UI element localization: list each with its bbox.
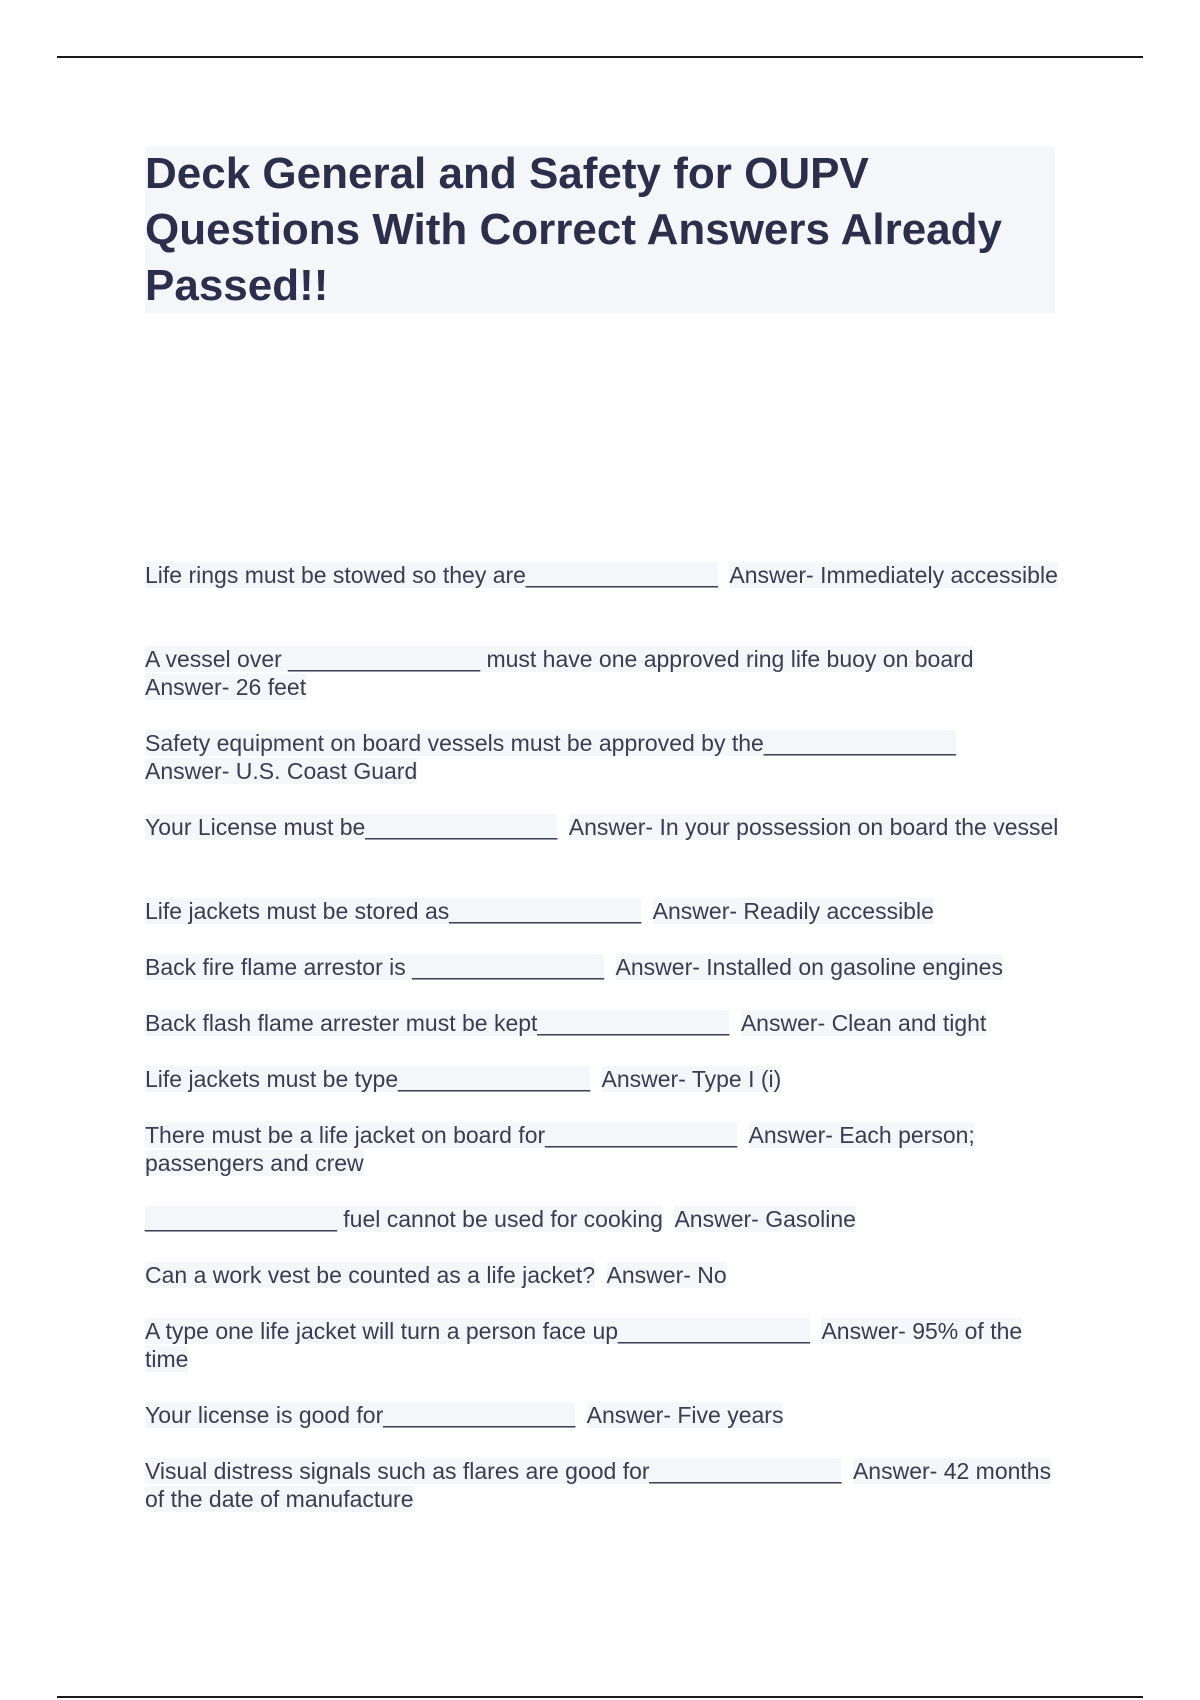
question-text: Can a work vest be counted as a life jacket?	[145, 1262, 596, 1288]
question-text: A type one life jacket will turn a person face up_______________	[145, 1318, 810, 1344]
top-rule	[57, 56, 1143, 58]
qa-item	[145, 953, 1060, 981]
qa-item	[145, 561, 1060, 617]
answer-text: Answer- Gasoline	[674, 1206, 856, 1232]
qa-item	[145, 1009, 1060, 1037]
question-text: Visual distress signals such as flares are good for_______________	[145, 1458, 842, 1484]
question-text: Life jackets must be type_______________	[145, 1066, 590, 1092]
answer-text: Answer- U.S. Coast Guard	[145, 758, 418, 784]
answer-text: Answer- In your possession on board the vessel	[568, 814, 1059, 840]
qa-item	[145, 645, 1060, 701]
qa-item	[145, 1065, 1060, 1093]
question-text: Back fire flame arrestor is _______________	[145, 954, 605, 980]
qa-item	[145, 1457, 1060, 1513]
answer-text: Answer- Clean and tight	[740, 1010, 987, 1036]
answer-text: Answer- Readily accessible	[652, 898, 934, 924]
question-text: Life rings must be stowed so they are_______________	[145, 562, 718, 588]
qa-list	[145, 561, 1060, 1541]
qa-item	[145, 1401, 1060, 1429]
question-text: Life jackets must be stored as_______________	[145, 898, 642, 924]
qa-item	[145, 813, 1060, 869]
question-text: Your License must be_______________	[145, 814, 558, 840]
question-text: There must be a life jacket on board for_______________	[145, 1122, 738, 1148]
qa-item	[145, 1205, 1060, 1233]
qa-item	[145, 897, 1060, 925]
answer-text: Answer- Five years	[586, 1402, 784, 1428]
answer-text: Answer- No	[606, 1262, 727, 1288]
answer-text: Answer- 26 feet	[145, 674, 307, 700]
answer-text: Answer- Installed on gasoline engines	[615, 954, 1003, 980]
question-text: Back flash flame arrester must be kept_______________	[145, 1010, 730, 1036]
question-text: Safety equipment on board vessels must be approved by the_______________	[145, 730, 956, 756]
document-title: Deck General and Safety for OUPV Questions With Correct Answers Already Passed!!	[145, 149, 1002, 310]
answer-text: Answer- Type I (i)	[601, 1066, 782, 1092]
question-text: Your license is good for_______________	[145, 1402, 576, 1428]
qa-item	[145, 1261, 1060, 1289]
answer-text: Answer- 42 months of the date of manufacture	[145, 1458, 1052, 1512]
question-text: _______________ fuel cannot be used for cooking	[145, 1206, 663, 1232]
qa-item	[145, 1317, 1060, 1373]
answer-text: Answer- 95% of the time	[145, 1318, 1023, 1372]
bottom-rule	[57, 1696, 1143, 1698]
qa-item	[145, 1121, 1060, 1177]
qa-item	[145, 729, 1060, 785]
answer-text: Answer- Each person; passengers and crew	[145, 1122, 975, 1176]
title-block	[145, 146, 1055, 313]
question-text: A vessel over _______________ must have one approved ring life buoy on board	[145, 646, 974, 672]
answer-text: Answer- Immediately accessible	[729, 562, 1058, 588]
